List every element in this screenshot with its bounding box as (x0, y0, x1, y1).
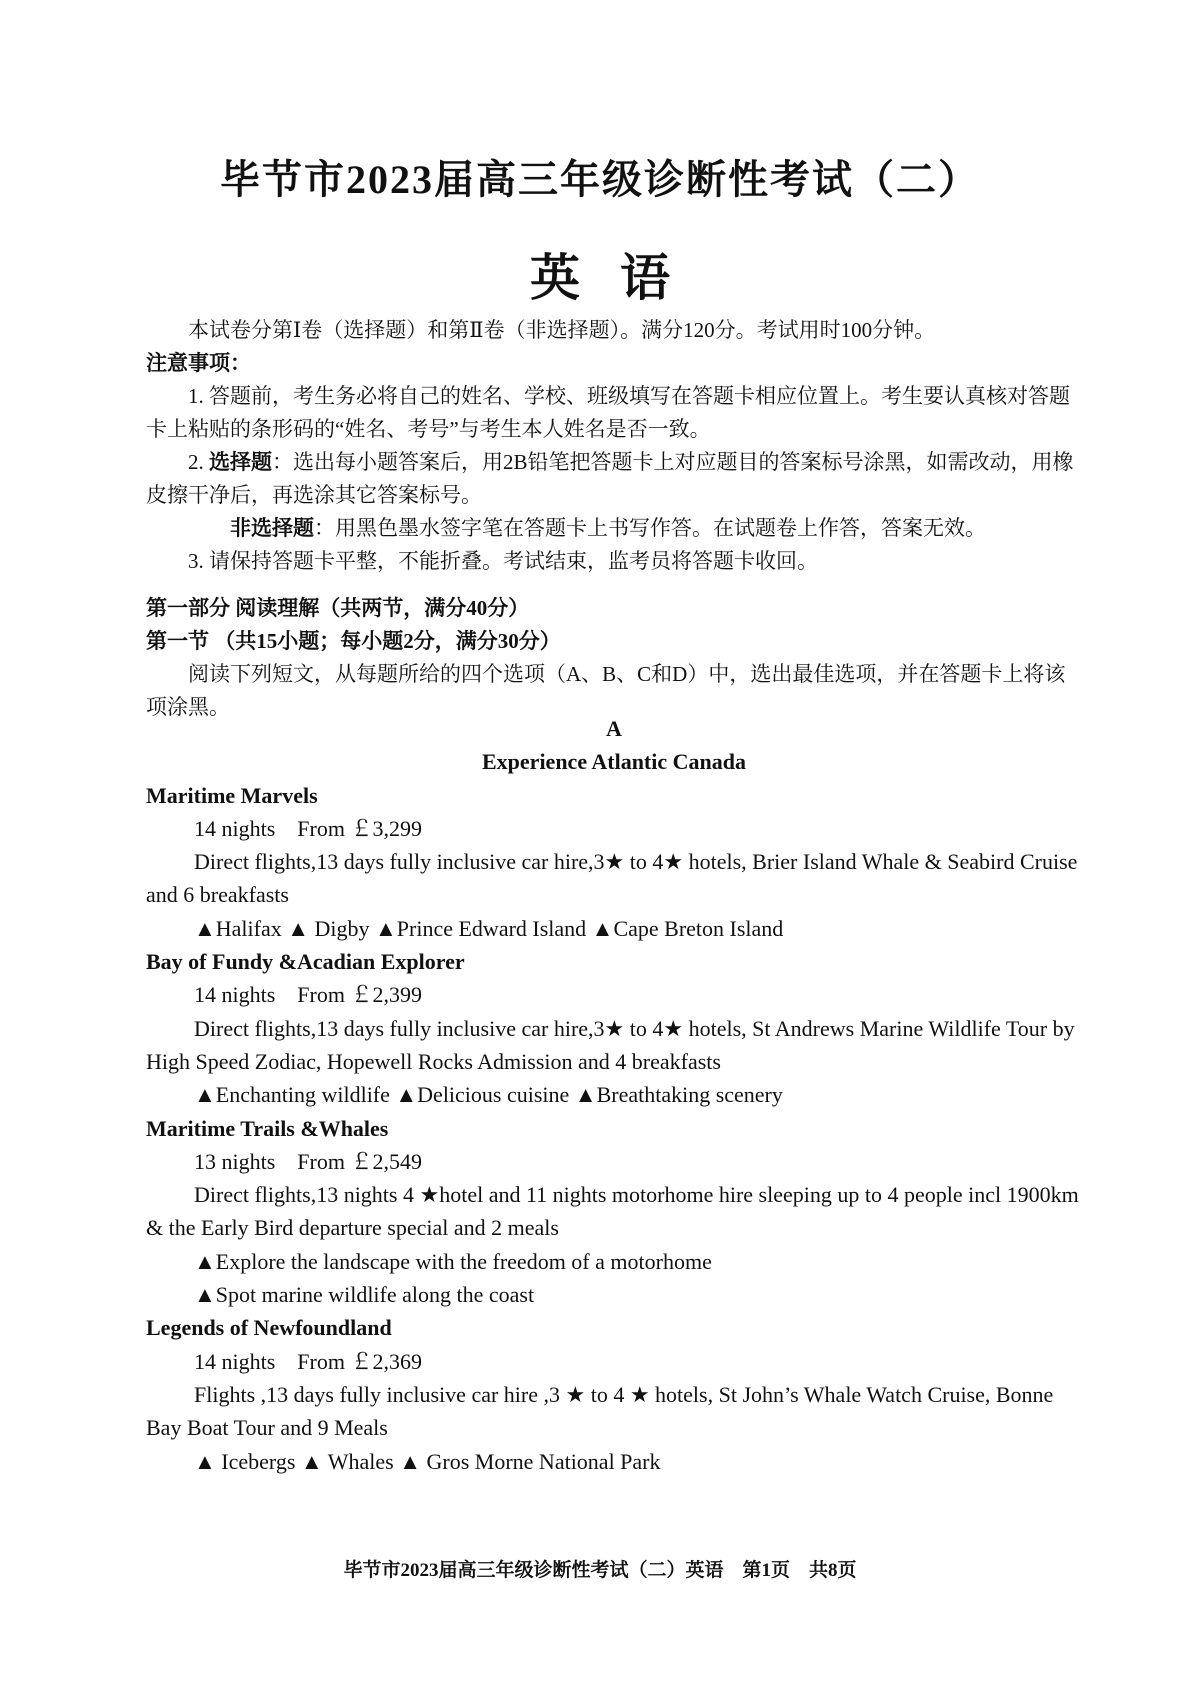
tour-maritime-trails (146, 1112, 1082, 1312)
tour-details: Direct flights,13 days fully inclusive car hire,3★ to 4★ hotels, St Andrews Marine Wildlife Tour by High Speed Zodiac, Hopewell Rocks Admission and 4 breakfasts (146, 1015, 1075, 1074)
tour-price: From ￡2,369 (297, 1348, 422, 1374)
note-2b-label: 非选择题 (230, 516, 314, 540)
tour-legends-newfoundland (146, 1311, 1082, 1477)
tour-tags: ▲ Icebergs ▲ Whales ▲ Gros Morne National Park (194, 1448, 661, 1474)
tour-tags: ▲Halifax ▲ Digby ▲Prince Edward Island ▲Cape Breton Island (194, 915, 784, 941)
tour-tags: ▲Spot marine wildlife along the coast (194, 1282, 535, 1308)
note-2-label: 选择题 (209, 450, 272, 474)
tour-maritime-marvels (146, 779, 1082, 945)
tour-duration-price (146, 978, 1082, 1011)
tour-duration: 14 nights (194, 815, 276, 841)
tour-details: Flights ,13 days fully inclusive car hire ,3 ★ to 4 ★ hotels, St John’s Whale Watch Cruise, Bonne Bay Boat Tour and 9 Meals (146, 1381, 1054, 1441)
tour-name: Maritime Trails &Whales (146, 1115, 389, 1141)
tour-duration-price (146, 1345, 1082, 1378)
note-2b (146, 512, 1082, 545)
note-2-number: 2. (188, 450, 209, 474)
tour-price: From ￡2,549 (297, 1148, 422, 1174)
notes-heading: 注意事项： (146, 351, 251, 375)
tour-duration-price (146, 1145, 1082, 1178)
section1-heading: 第一节 （共15小题；每小题2分，满分30分） (146, 629, 561, 653)
part1-heading: 第一部分 阅读理解（共两节，满分40分） (146, 596, 530, 620)
tour-duration: 14 nights (194, 1348, 276, 1374)
note-2b-text: ：用黑色墨水签字笔在答题卡上书写作答。在试题卷上作答，答案无效。 (314, 516, 986, 540)
tour-name: Maritime Marvels (146, 782, 318, 808)
tour-duration-price (146, 812, 1082, 845)
tour-tags: ▲Explore the landscape with the freedom of a motorhome (194, 1248, 712, 1274)
passage-a (146, 712, 1082, 1478)
tour-details: Direct flights,13 nights 4 ★hotel and 11 nights motorhome hire sleeping up to 4 people incl 1900km & the Early Bird departure special and 2 meals (146, 1182, 1079, 1241)
note-2 (146, 446, 1082, 512)
subject-title: 英语 (530, 250, 710, 306)
passage-letter: A (606, 716, 622, 741)
instructions-block (146, 314, 1082, 578)
tour-name: Legends of Newfoundland (146, 1315, 392, 1341)
tour-price: From ￡2,399 (297, 982, 422, 1008)
exam-title: 毕节市2023届高三年级诊断性考试（二） (220, 157, 980, 202)
page-footer: 毕节市2023届高三年级诊断性考试（二）英语 第1页 共8页 (343, 1560, 857, 1581)
exam-summary: 本试卷分第Ⅰ卷（选择题）和第Ⅱ卷（非选择题）。满分120分。考试用时100分钟。 (188, 318, 936, 342)
tour-bay-of-fundy (146, 945, 1082, 1111)
tour-details: Direct flights,13 days fully inclusive car hire,3★ to 4★ hotels, Brier Island Whale & Seabird Cruise and 6 breakfasts (146, 849, 1078, 908)
passage-title: Experience Atlantic Canada (482, 749, 746, 775)
tour-price: From ￡3,299 (297, 815, 422, 841)
tour-tags: ▲Enchanting wildlife ▲Delicious cuisine ▲Breathtaking scenery (194, 1082, 783, 1108)
part1-block (146, 592, 1082, 724)
reading-instruction: 阅读下列短文，从每题所给的四个选项（A、B、C和D）中，选出最佳选项，并在答题卡上将该项涂黑。 (146, 662, 1066, 719)
tour-duration: 14 nights (194, 982, 276, 1008)
note-3: 3. 请保持答题卡平整，不能折叠。考试结束，监考员将答题卡收回。 (188, 549, 818, 573)
note-1: 1. 答题前，考生务必将自己的姓名、学校、班级填写在答题卡相应位置上。考生要认真核对答题卡上粘贴的条形码的“姓名、考号”与考生本人姓名是否一致。 (146, 384, 1070, 441)
tour-name: Bay of Fundy &Acadian Explorer (146, 949, 465, 975)
tour-duration: 13 nights (194, 1148, 276, 1174)
note-2-text: ：选出每小题答案后，用2B铅笔把答题卡上对应题目的答案标号涂黑，如需改动，用橡皮擦干净后，再选涂其它答案标号。 (146, 450, 1074, 507)
